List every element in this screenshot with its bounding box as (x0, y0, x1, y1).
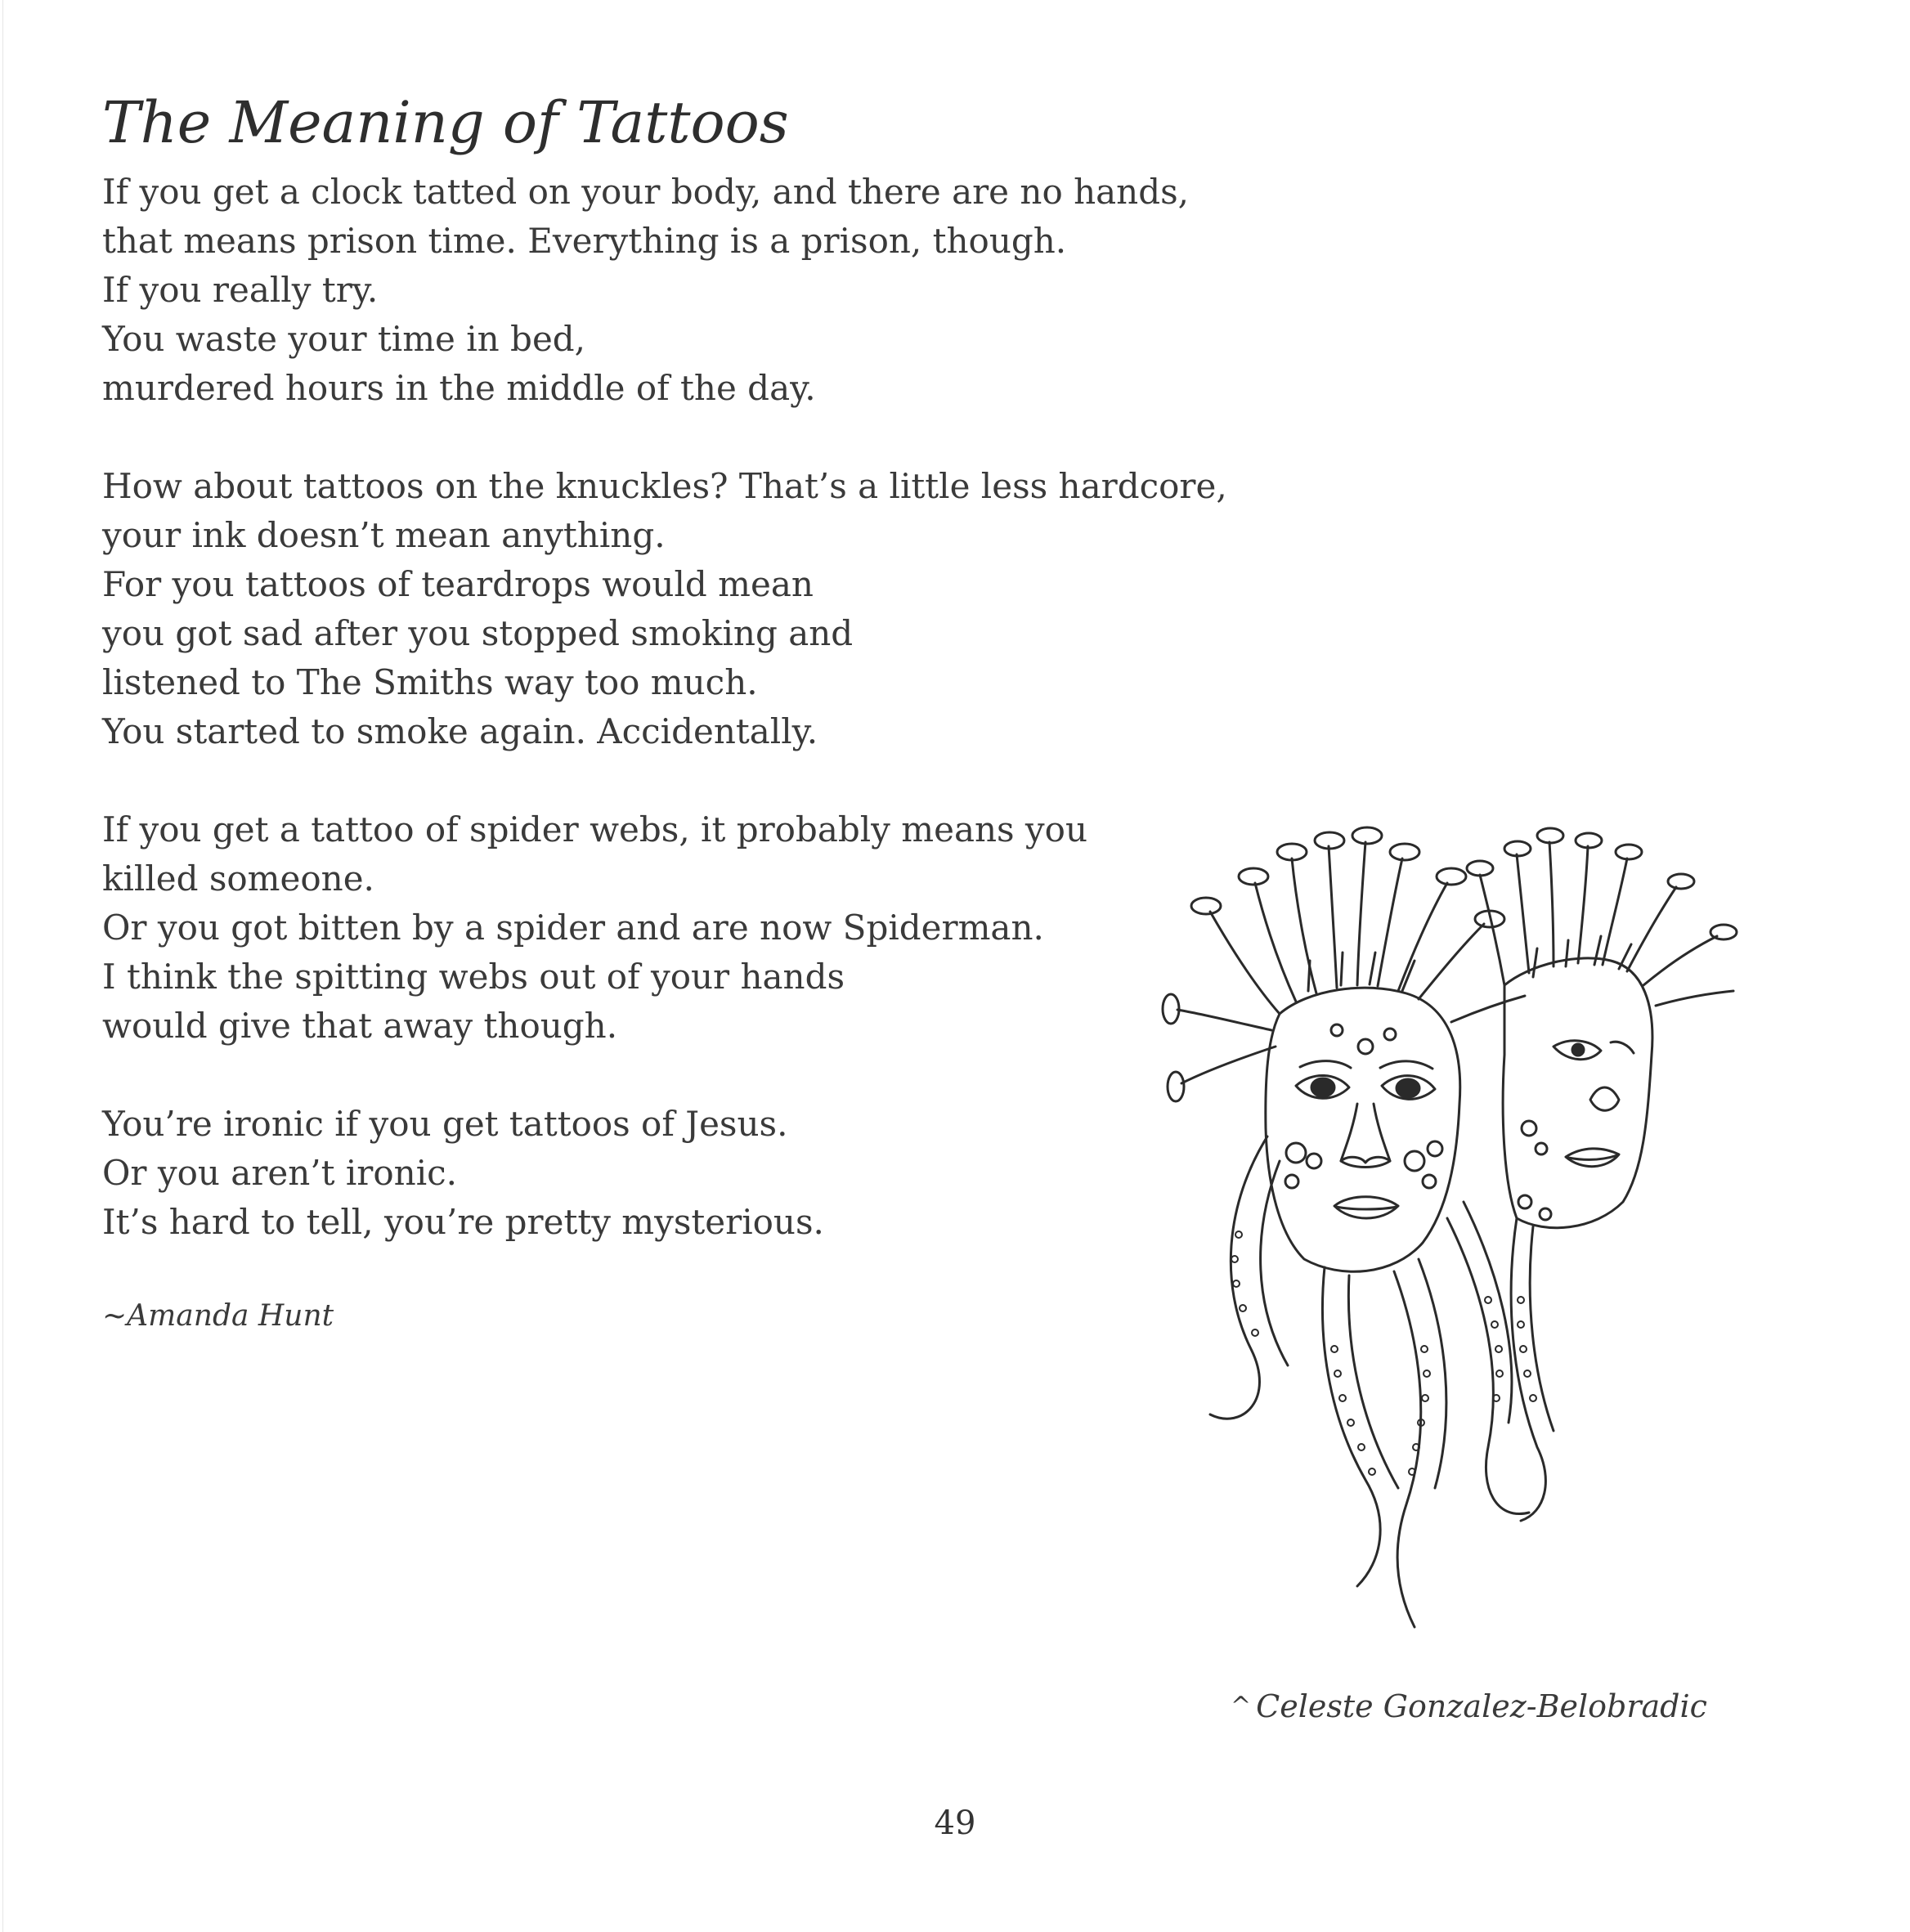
poem-line: that means prison time. Everything is a prison, though. (102, 221, 1067, 261)
poem-line: would give that away though. (102, 1006, 618, 1046)
illustration-masks-with-coral-and-tentacles (1120, 777, 1774, 1676)
stanza (102, 805, 1247, 1051)
poem-line: murdered hours in the middle of the day. (102, 368, 816, 408)
poem-line: If you get a clock tatted on your body, and there are no hands, (102, 172, 1190, 212)
poem-line: your ink doesn’t mean anything. (102, 515, 666, 555)
poem-line: If you really try. (102, 270, 379, 310)
front-face-drawing (1266, 988, 1460, 1271)
poem-title: The Meaning of Tattoos (102, 89, 789, 156)
poem-line: You’re ironic if you get tattoos of Jesus. (102, 1104, 788, 1144)
binding-edge-line (2, 0, 3, 1932)
poem-line: For you tattoos of teardrops would mean (102, 564, 814, 604)
stanza (102, 462, 1247, 756)
poem-line: How about tattoos on the knuckles? That’s a little less hardcore, (102, 466, 1227, 506)
poem-line: You started to smoke again. Accidentally. (102, 711, 818, 751)
poem-line: you got sad after you stopped smoking and (102, 613, 854, 653)
poem-line: killed someone. (102, 858, 374, 899)
stanza (102, 168, 1247, 413)
poem-line: If you get a tattoo of spider webs, it probably means you (102, 809, 1087, 849)
poem-line: You waste your time in bed, (102, 319, 586, 359)
poem-line: It’s hard to tell, you’re pretty mysterious. (102, 1202, 824, 1242)
poem-line: I think the spitting webs out of your hands (102, 957, 845, 997)
poem-body (102, 168, 1247, 1296)
page-number: 49 (934, 1804, 976, 1842)
stanza (102, 1100, 1247, 1247)
back-face-drawing (1503, 958, 1652, 1228)
poem-author: ~Amanda Hunt (102, 1299, 334, 1333)
illustrator-name: Celeste Gonzalez-Belobradic (1256, 1688, 1707, 1724)
illustration-credit (1231, 1686, 1707, 1727)
poem-line: listened to The Smiths way too much. (102, 662, 758, 702)
poem-line: Or you got bitten by a spider and are now Spiderman. (102, 908, 1044, 948)
caret-up-icon: ^ (1231, 1692, 1252, 1720)
poem-line: Or you aren’t ironic. (102, 1153, 458, 1193)
